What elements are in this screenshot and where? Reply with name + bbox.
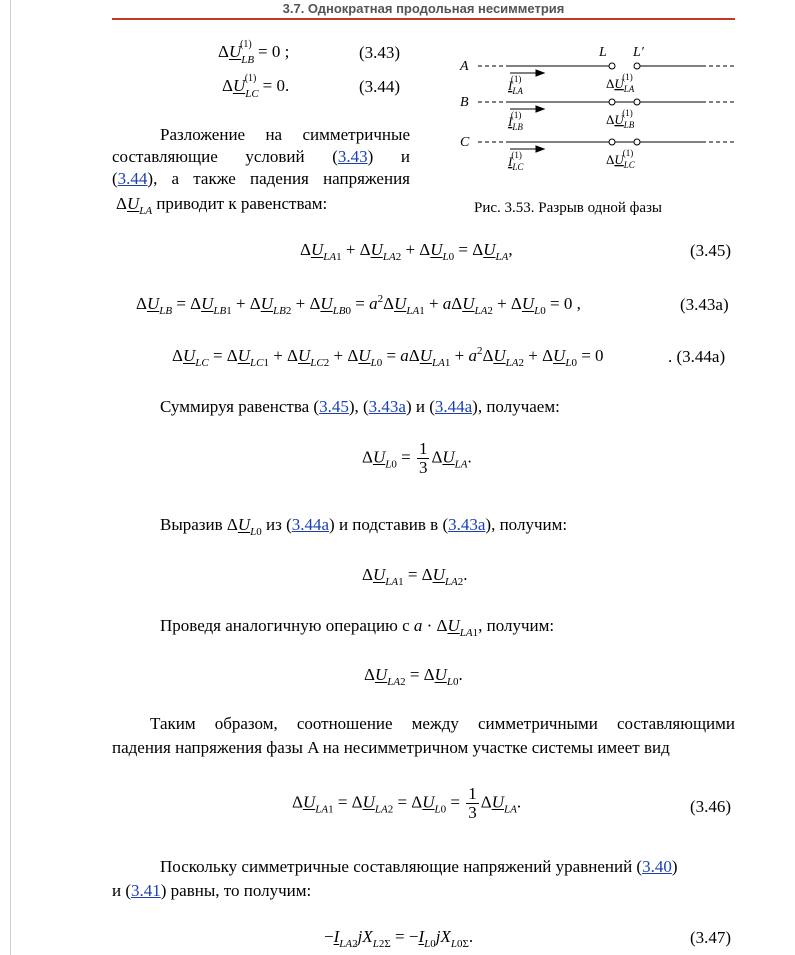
para3: Выразив $\Delta U_{L0}$ из (3.44а) и подставив в (3.43а), получим: [160,515,568,538]
superscript-1: (1) [240,39,252,50]
equation-3-46: $\Delta U_{LA1} = \Delta U_{LA2} = \Delta U_{L0}$ = $\frac{1}{3}$ $\Delta U_{LA}$. [292,784,522,822]
equation-3-45: $\Delta U_{LA1} + \Delta U_{LA2} + \Delta U_{L0} = \Delta U_{LA}$, [300,240,513,263]
phase-c-label: C [460,135,470,150]
equation-ul0: $\Delta U_{L0}$ = $\frac{1}{3}$ $\Delta U_{LA}$. [362,439,472,477]
equation-number-3-45: (3.45) [690,241,732,260]
para1-line3: (3.44), а также падения напряжения [112,169,410,188]
ref-3-40-link[interactable]: 3.40 [642,857,672,876]
equation-number-3-44: (3.44) [359,77,401,96]
figure-caption: Рис. 3.53. Разрыв одной фазы [474,200,662,216]
svg-text:ΔULC(1): $\Delta U_{LC}(1)$ [606,148,635,170]
figure-3-53-diagram [440,40,740,180]
page-header: 3.7. Однократная продольная несимметрия [112,0,735,20]
para5-line2: падения напряжения фазы A на несимметричном участке системы имеет вид [112,738,670,757]
equation-3-47: $-I_{LA2}jX_{L2\Sigma} = -I_{L0}jX_{L0\Sigma}$. [324,927,474,950]
svg-text:ILA(1): $I_{LA}(1)$ [508,74,523,96]
ref-3-43a-link-2[interactable]: 3.43а [448,515,486,534]
svg-text:ILC(1): $I_{LC}(1)$ [508,150,524,172]
para6-line1: Поскольку симметричные составляющие напряжений уравнений (3.40) [160,857,678,876]
para1-line1: Разложение на симметричные [160,125,410,144]
equation-3-44a: $\Delta U_{LC} = \Delta U_{LC1} + \Delta U_{LC2} + \Delta U_{L0} = a\Delta U_{LA1} + a^2\Delta U_{LA2} + \Delta U_{L0} = 0$ [172,345,604,369]
ref-3-43a-link[interactable]: 3.43а [368,397,406,416]
equation-3-44: $\Delta U_{LC}^{(1)} = 0$. [222,73,290,100]
svg-text:L: L [599,45,607,60]
equation-number-3-46: (3.46) [690,797,732,816]
equation-number-3-43a: (3.43а) [680,295,729,314]
para2: Суммируя равенства (3.45), (3.43а) и (3.44а), получаем: [160,397,560,416]
ref-3-43-link[interactable]: 3.43 [337,147,368,166]
svg-text:L′: L′ [633,45,644,60]
svg-text:ILB(1): $I_{LB}(1)$ [508,110,523,132]
para1-line2: составляющие условий (3.43) и [112,147,410,166]
para4: Проведя аналогичную операцию с $a \cdot \Delta U_{LA1}$, получим: [160,616,555,639]
svg-text:ΔULB(1): $\Delta U_{LB}(1)$ [606,108,635,130]
phase-a-label: A [460,59,469,74]
equation-number-3-47: (3.47) [690,928,732,947]
equation-3-43: $\Delta U_{LB}^{(1)} = 0$ ; [218,39,290,66]
equation-number-3-43: (3.43) [359,43,401,62]
equation-ula2-ul0: $\Delta U_{LA2} = \Delta U_{L0}$. [364,665,463,688]
ref-3-44a-link[interactable]: 3.44а [434,397,473,416]
equation-number-3-44a: . (3.44а) [668,347,726,366]
ref-3-45-link[interactable]: 3.45 [319,397,349,416]
phase-b-label: B [460,95,469,110]
para5-line1: Таким образом, соотношение между симметричными составляющими [150,714,735,733]
ref-3-44a-link-2[interactable]: 3.44а [291,515,330,534]
svg-text:ΔULA(1): $\Delta U_{LA}(1)$ [606,72,635,94]
para1-line4: $\Delta U_{LA}$ приводит к равенствам: [116,194,328,217]
ref-3-44-link[interactable]: 3.44 [117,169,148,188]
para6-line2: и (3.41) равны, то получим: [112,881,312,900]
ref-3-41-link[interactable]: 3.41 [131,881,161,900]
page-edge [10,0,11,955]
equation-ula1-ula2: $\Delta U_{LA1} = \Delta U_{LA2}$. [362,565,468,588]
equation-3-43a: $\Delta U_{LB} = \Delta U_{LB1} + \Delta U_{LB2} + \Delta U_{LB0} = a^2\Delta U_{LA1} + a\Delta U_{LA2} + \Delta U_{L0} = 0$ , [136,293,581,317]
